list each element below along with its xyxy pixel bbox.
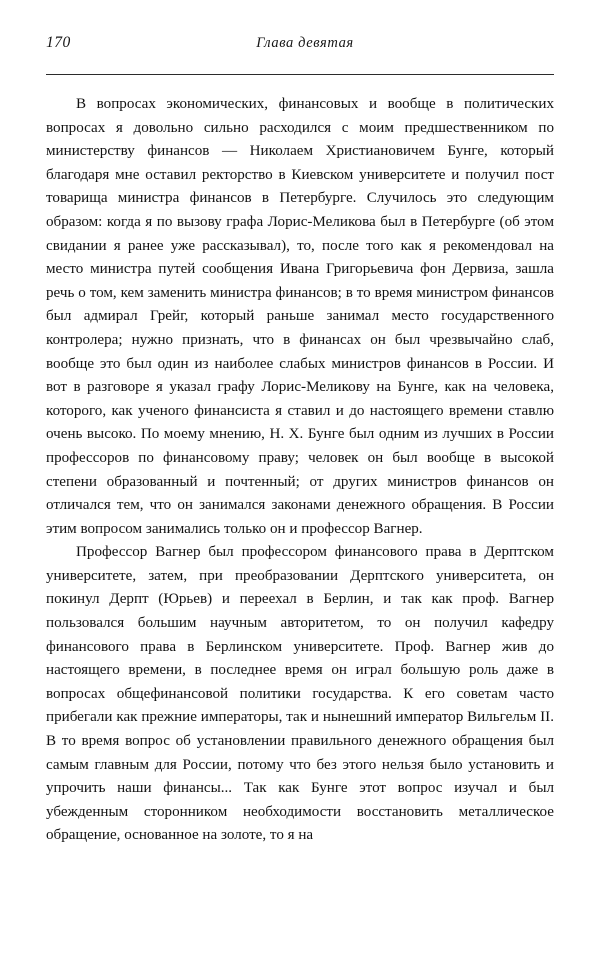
paragraph: Профессор Вагнер был профессором финансового права в Дерптском университете, затем, при преобразовании Дерптского университета, он покинул Дерпт (Юрьев) и переехал в Берлин, и так как проф. Вагнер пользовался большим научным авторитетом, то он получил кафедру финансового права в Берлинском университете. Проф. Вагнер жив до настоящего времени, в последнее время он играл большую роль даже в вопросах общефинансовой политики государства. К его советам часто прибегали как прежние императоры, так и нынешний император Вильгельм II. В то время вопрос об установлении правильного денежного обращения был самым главным для России, потому что без этого нельзя было установить и упрочить наши финансы... Так как Бунге этот вопрос изучал и был убежденным сторонником необходимости восстановить металлическое обращение, основанное на золоте, то я на: [46, 544, 554, 844]
paragraph: В вопросах экономических, финансовых и вообще в политических вопросах я довольно сильно расходился с моим предшественником по министерству финансов — Николаем Христиановичем Бунге, который благодаря мне оставил ректорство в Киевском университете и получил пост товарища министра финансов в Петербурге. Случилось это следующим образом: когда я по вызову графа Лорис-Меликова был в Петербурге (об этом свидании я ранее уже рассказывал), то, после того как я рекомендовал на место министра путей сообщения Ивана Григорьевича фон Дервиза, зашла речь о том, кем заменить министра финансов; в то время министром финансов был адмирал Грейг, который раньше занимал место государственного контролера; нужно признать, что в финансах он был чрезвычайно слаб, вообще это был один из наиболее слабых министров финансов в России. И вот в разговоре я указал графу Лорис-Меликову на Бунге, как на человека, которого, как ученого финансиста я ставил и до настоящего времени ставлю очень высоко. По моему мнению, Н. Х. Бунге был одним из лучших в России профессоров по финансовому праву; человек он был вообще в высокой степени образованный и почтенный; от других министров финансов он отличался тем, что он занимался законами денежного обращения. В России этим вопросом занимались только он и профессор Вагнер.: [46, 96, 554, 537]
page-number: 170: [46, 34, 71, 51]
running-title: Глава девятая: [256, 35, 354, 51]
body-text: [46, 93, 554, 848]
header-divider: [46, 74, 554, 75]
page-header: [46, 34, 554, 60]
